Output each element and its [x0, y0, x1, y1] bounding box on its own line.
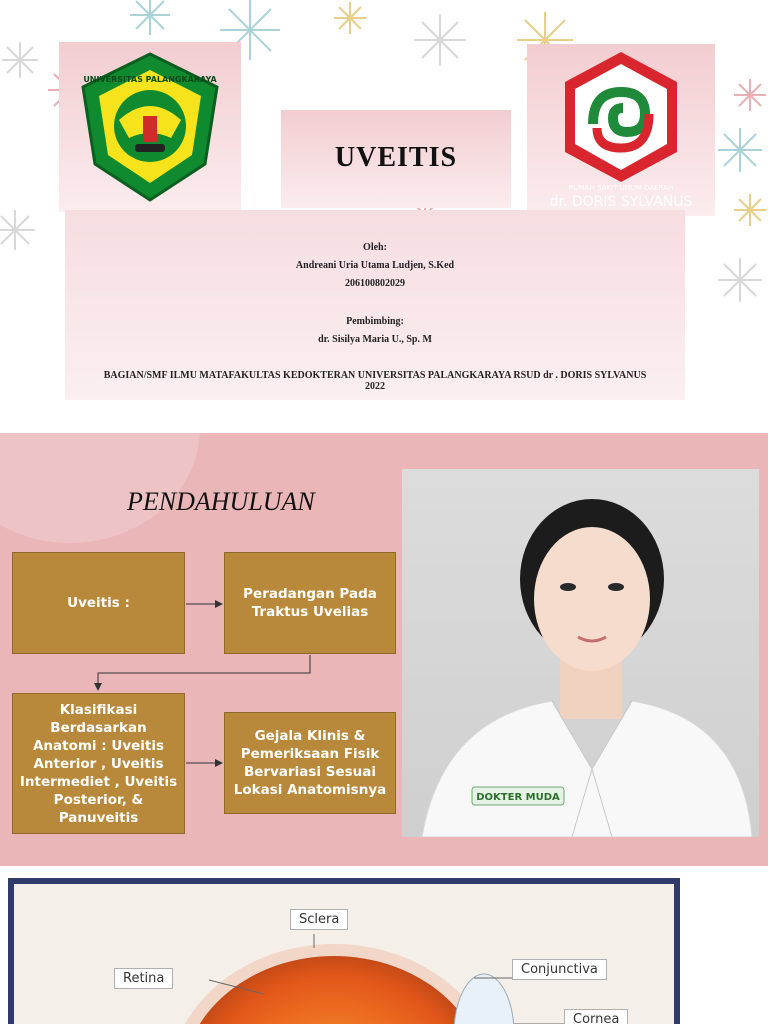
title-slide	[0, 0, 768, 420]
institution-text: BAGIAN/SMF ILMU MATAFAKULTAS KEDOKTERAN UNIVERSITAS PALANGKARAYA RSUD dr . DORIS SYLVANUS 2022	[103, 370, 647, 392]
label-conjunctiva: Conjunctiva	[512, 959, 607, 980]
pembimbing-label: Pembimbing:	[346, 316, 404, 327]
author-nim: 206100802029	[345, 278, 405, 289]
supervisor-name: dr. Sisilya Maria U., Sp. M	[318, 334, 432, 345]
flow-arrows-icon	[0, 433, 400, 866]
diagram-canvas	[14, 884, 674, 1024]
card-text: Peradangan Pada Traktus Uvelias	[243, 586, 377, 620]
portrait-illustration-icon	[402, 469, 759, 837]
rsud-logo-panel	[527, 44, 715, 216]
upr-logo-panel	[59, 42, 241, 212]
card-text: Gejala Klinis & Pemeriksaan Fisik Bervariasi Sesuai Lokasi Anatomisnya	[233, 728, 387, 798]
doctor-portrait-photo	[402, 469, 759, 837]
label-cornea: Cornea	[564, 1009, 628, 1024]
label-sclera: Sclera	[290, 909, 348, 930]
oleh-label: Oleh:	[363, 242, 387, 253]
card-text: Uveitis :	[67, 595, 130, 611]
author-name: Andreani Uria Utama Ludjen, S.Ked	[295, 260, 455, 271]
card-text: Klasifikasi Berdasarkan Anatomi : Uveitis Anterior , Uveitis Intermediet , Uveitis Posterior, & Panuveitis	[19, 701, 178, 826]
dokter-muda-badge: DOKTER MUDA	[476, 792, 560, 803]
author-info-panel	[65, 210, 685, 400]
eye-cross-section-icon	[14, 884, 674, 1024]
rsud-logo-subtext: RUMAH SAKIT UMUM DAERAH	[568, 184, 674, 192]
slide-heading: PENDAHULUAN	[127, 487, 315, 516]
upr-logo-text: UNIVERSITAS PALANGKARAYA	[83, 75, 217, 84]
universitas-palangkaraya-logo-icon	[59, 42, 241, 212]
rsud-doris-sylvanus-logo-icon	[527, 44, 715, 216]
label-retina: Retina	[114, 968, 173, 989]
eye-anatomy-diagram	[8, 878, 680, 1024]
anatomy-slide	[0, 866, 768, 1024]
title-panel	[281, 110, 511, 208]
rsud-logo-text: dr. DORIS SYLVANUS	[549, 194, 693, 210]
presentation-title: UVEITIS	[334, 142, 458, 173]
introduction-slide	[0, 433, 768, 866]
